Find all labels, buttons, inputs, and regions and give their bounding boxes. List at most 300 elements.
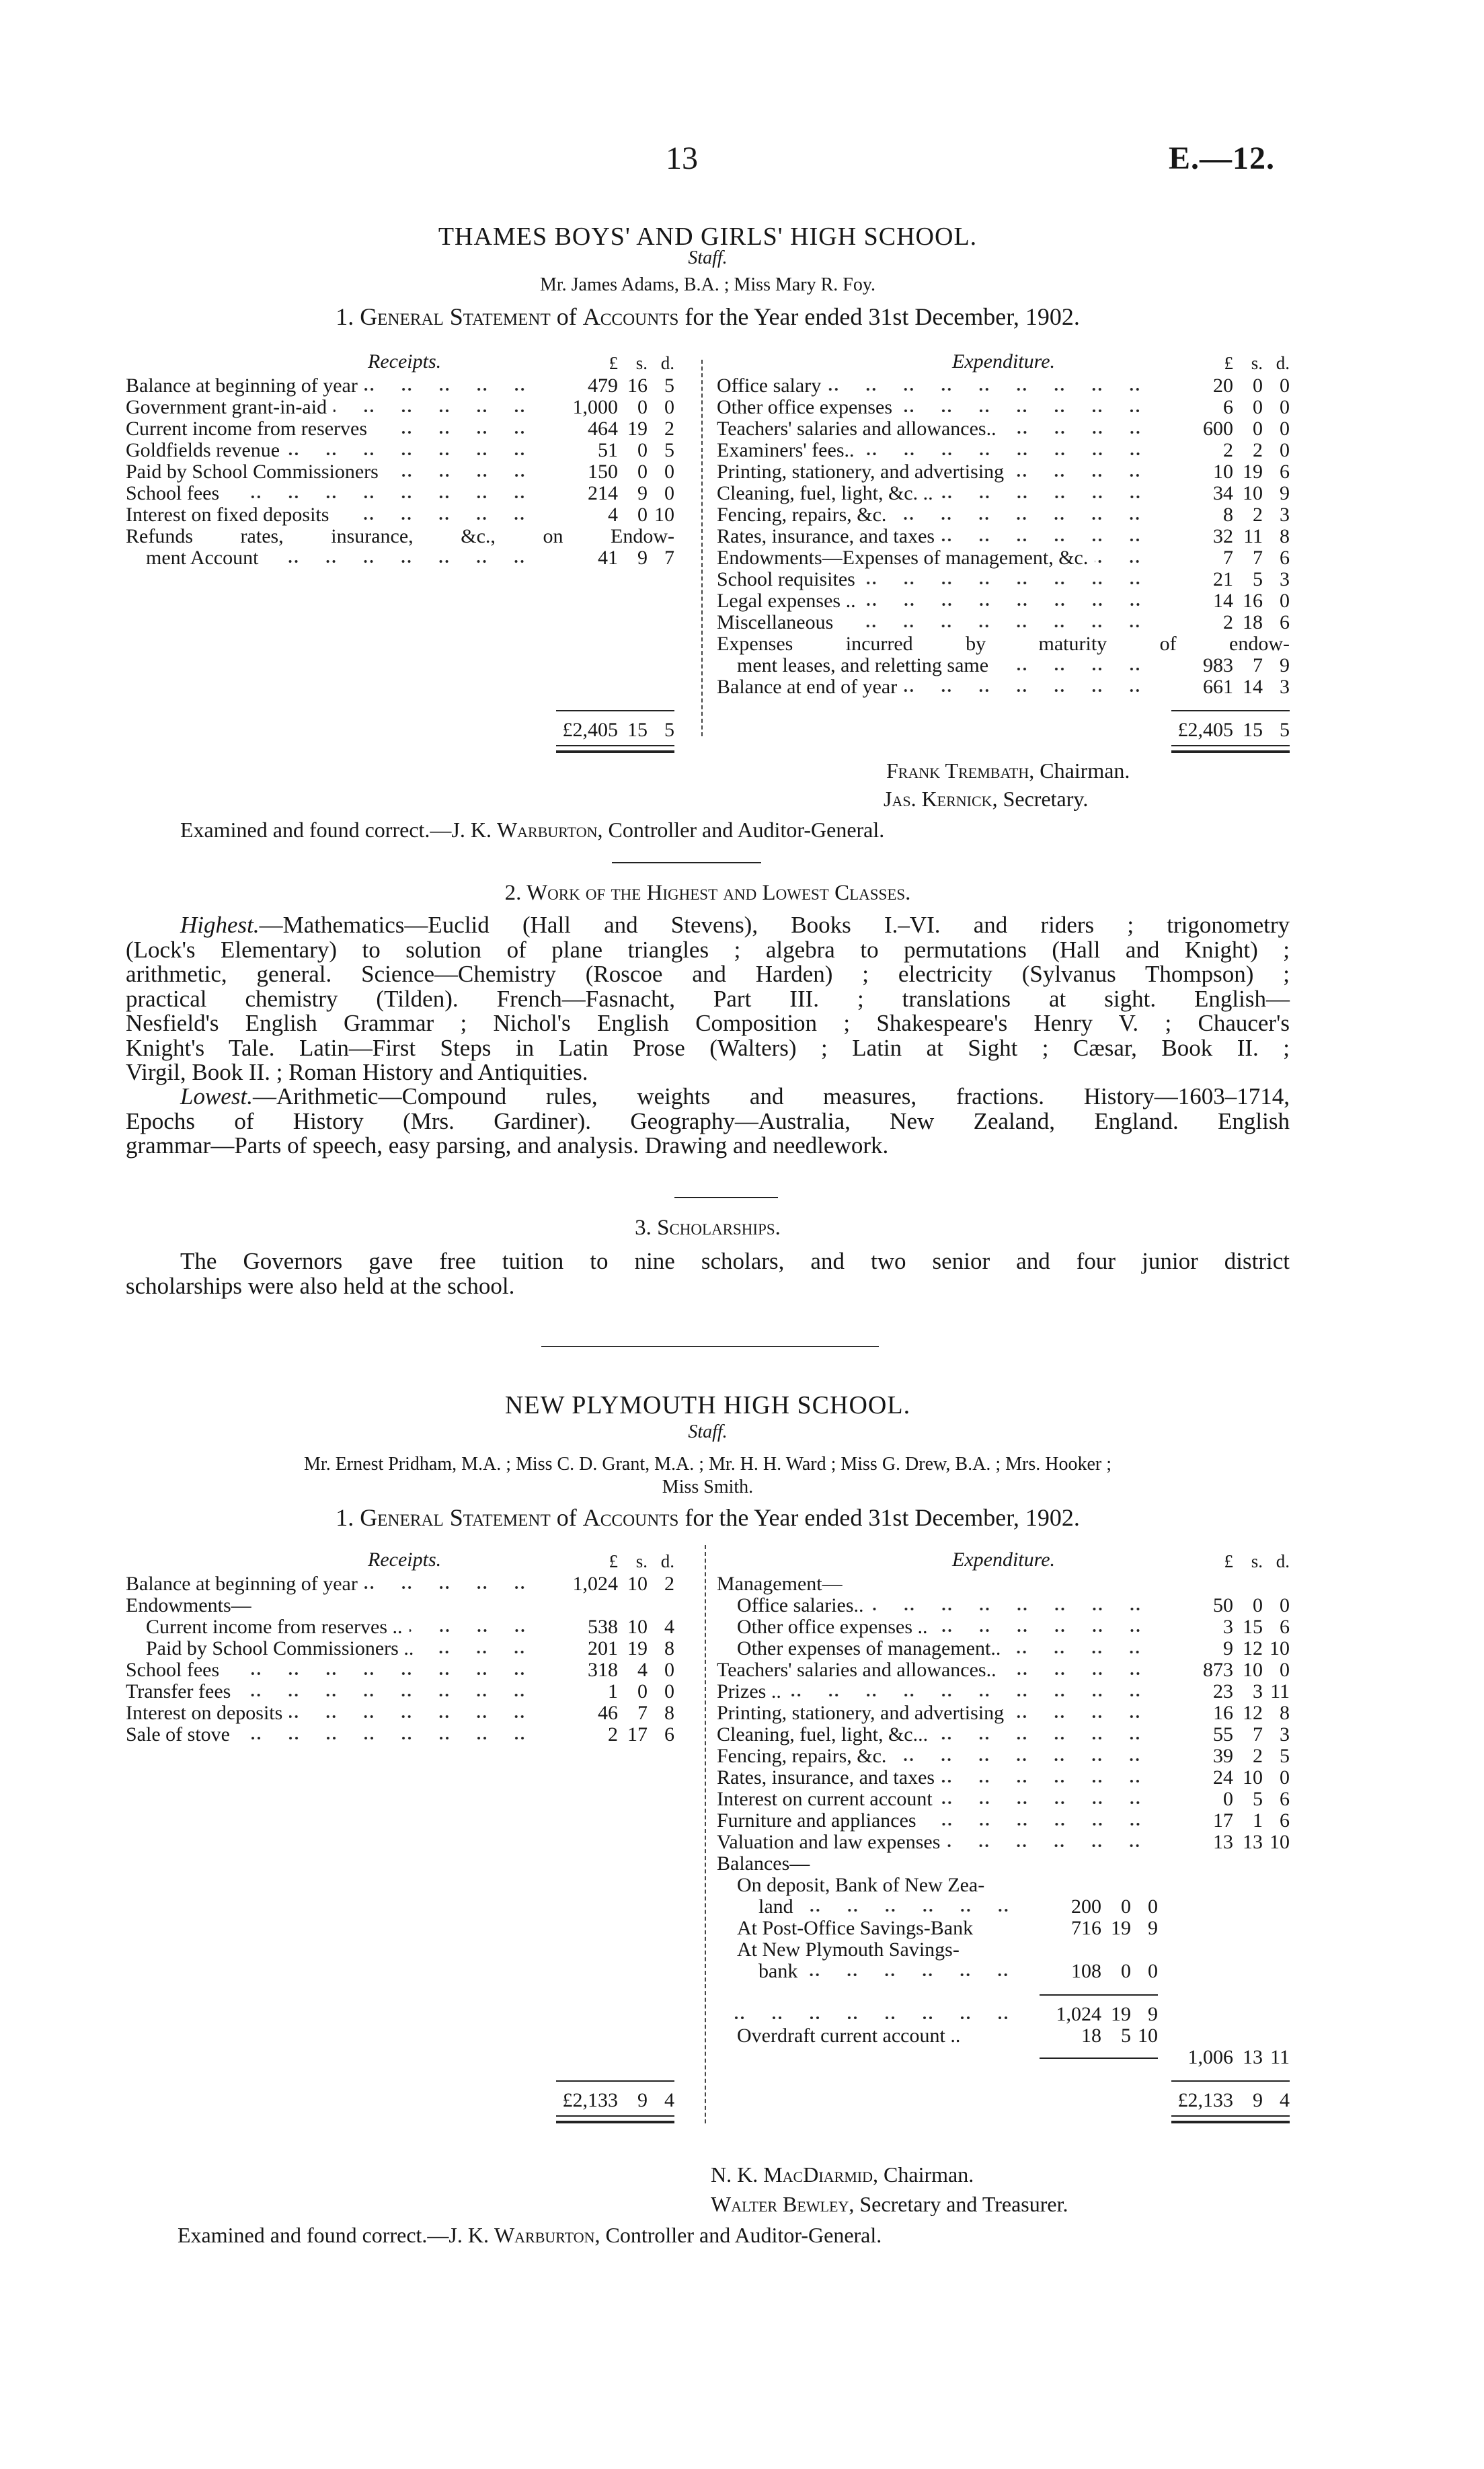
shillings-value: 16 xyxy=(1243,590,1263,612)
row-label: Furniture and appliances xyxy=(717,1809,916,1832)
paragraph-line xyxy=(126,987,1290,1012)
shillings-value: 5 xyxy=(1253,1788,1263,1810)
shillings-value: 15 xyxy=(627,719,648,741)
pounds-value: 0 xyxy=(1223,1788,1233,1810)
table-row xyxy=(126,375,674,397)
auditor-statement xyxy=(180,818,884,842)
paragraph-line xyxy=(126,1249,1290,1274)
dot-leader xyxy=(788,1692,1167,1698)
table-row xyxy=(717,1659,1290,1681)
statement-part: General Statement xyxy=(360,1504,551,1531)
section-heading-scholarships: 3. Scholarships. xyxy=(635,1216,781,1240)
pounds-value: 108 xyxy=(1071,1960,1101,1982)
paragraph-line xyxy=(126,1085,1290,1109)
table-row xyxy=(717,418,1290,440)
statement-number: 1. xyxy=(336,1504,360,1531)
shillings-value: 0 xyxy=(1253,418,1263,440)
double-rule xyxy=(556,2121,674,2123)
dot-leader xyxy=(861,451,1168,457)
table-row xyxy=(717,1746,1290,1767)
row-label: Teachers' salaries and allowances.. xyxy=(717,418,997,440)
amount-group xyxy=(1171,397,1290,418)
inner-amount-group xyxy=(1040,1918,1158,1939)
total-rule xyxy=(556,710,674,711)
table-row xyxy=(717,1875,1290,1896)
pence-value: 0 xyxy=(664,482,674,504)
amount-group xyxy=(1171,1659,1290,1681)
shillings-value: 12 xyxy=(1243,1702,1263,1724)
signature-chairman xyxy=(711,2162,974,2187)
table-row xyxy=(717,483,1290,504)
paragraph-line xyxy=(126,1060,1290,1085)
pence-value: 0 xyxy=(1280,1659,1290,1681)
row-label: Valuation and law expenses xyxy=(717,1831,941,1853)
column-header-group xyxy=(556,352,674,374)
table-row xyxy=(717,1961,1290,1982)
paragraph-text: —Arithmetic—Compound rules, weights and measures, fractions. History—1603–1714, xyxy=(252,1083,1290,1109)
pence-value: 6 xyxy=(1280,461,1290,483)
amount-group xyxy=(556,1616,674,1638)
pounds-value: 3 xyxy=(1223,1616,1233,1638)
amount-group xyxy=(556,418,674,440)
column-header-group xyxy=(1171,352,1290,374)
table-row xyxy=(717,526,1290,547)
pence-value: 9 xyxy=(1280,654,1290,676)
shillings-value: 0 xyxy=(1121,1895,1131,1918)
pence-value: 10 xyxy=(1270,1831,1290,1853)
pounds-value: 34 xyxy=(1213,482,1233,504)
pence-value: 2 xyxy=(664,1573,674,1595)
row-label: Other expenses of management.. xyxy=(737,1637,1001,1659)
shillings-value: 15 xyxy=(1243,1616,1263,1638)
shillings-value: 0 xyxy=(1253,1594,1263,1616)
amount-group xyxy=(1171,547,1290,569)
staff-heading: Staff. xyxy=(688,1421,728,1442)
amount-group xyxy=(1171,676,1290,698)
table-row xyxy=(717,655,1290,676)
chairman-name: N. K. MacDiarmid xyxy=(711,2162,873,2187)
dot-leader xyxy=(1011,1714,1167,1719)
pence-value: 0 xyxy=(1280,439,1290,461)
shillings-value: 13 xyxy=(1243,2046,1263,2068)
pence-value: 5 xyxy=(1280,719,1290,741)
examined-text: Examined and found correct.—J. K. xyxy=(178,2223,494,2247)
row-label: Expenses incurred by maturity of endow- xyxy=(717,633,1290,655)
paragraph-text: grammar—Parts of speech, easy parsing, and analysis. Drawing and needlework. xyxy=(126,1132,889,1159)
table-row xyxy=(717,569,1290,590)
pence-value: 5 xyxy=(1280,1745,1290,1767)
paragraph-text: The Governors gave free tuition to nine scholars, and two senior and four junior district xyxy=(180,1248,1290,1274)
double-rule xyxy=(556,745,674,746)
table-row xyxy=(126,1616,674,1638)
table-row xyxy=(126,504,674,526)
pence-value: 10 xyxy=(1270,1637,1290,1659)
amount-group xyxy=(1171,1724,1290,1746)
amount-group xyxy=(556,504,674,526)
pounds-value: 1,024 xyxy=(1056,2003,1101,2025)
dot-leader xyxy=(947,1843,1167,1848)
amount-group xyxy=(1171,1767,1290,1789)
pence-value: 5 xyxy=(664,375,674,397)
row-label: At New Plymouth Savings- xyxy=(737,1938,960,1961)
pence-value: 4 xyxy=(664,2089,674,2111)
school-divider xyxy=(541,1346,879,1347)
pence-value: 0 xyxy=(1148,1895,1158,1918)
paragraph-line xyxy=(126,1109,1290,1134)
pounds-value: 716 xyxy=(1071,1917,1101,1939)
paragraph-text: (Lock's Elementary) to solution of plane triangles ; algebra to permutations (Hall and Knight) ; xyxy=(126,936,1290,963)
amount-group xyxy=(556,1681,674,1702)
staff-list-continued: Miss Smith. xyxy=(662,1477,754,1497)
table-row xyxy=(717,2004,1290,2025)
secretary-name: Jas. Kernick xyxy=(884,787,992,811)
auditor-name: Warburton xyxy=(496,818,598,842)
scholarships-paragraph xyxy=(126,1249,1290,1298)
statement-part: of xyxy=(550,1504,583,1531)
pence-value: 3 xyxy=(1280,676,1290,698)
dot-leader xyxy=(420,1649,552,1655)
table-row xyxy=(717,1939,1290,1961)
amount-group xyxy=(556,1638,674,1659)
double-rule xyxy=(1171,745,1290,746)
pounds-value: 9 xyxy=(1223,1637,1233,1659)
shillings-value: 2 xyxy=(1253,439,1263,461)
table-row xyxy=(126,1659,674,1681)
row-label: Cleaning, fuel, light, &c. .. xyxy=(717,482,933,504)
auditor-statement xyxy=(178,2223,882,2248)
shillings-value: 9 xyxy=(637,2089,648,2111)
pounds-value: £2,405 xyxy=(1177,719,1233,741)
shillings-value: 7 xyxy=(1253,654,1263,676)
paragraph-line xyxy=(126,962,1290,987)
paragraph-text: arithmetic, general. Science—Chemistry (Roscoe and Harden) ; electricity (Sylvanus Thompson) ; xyxy=(126,961,1290,987)
row-label: Fencing, repairs, &c. xyxy=(717,1745,887,1767)
amount-group xyxy=(556,1724,674,1746)
row-label: Overdraft current account .. xyxy=(737,2025,961,2047)
row-label: Interest on current account xyxy=(717,1788,933,1810)
school-title-new-plymouth: NEW PLYMOUTH HIGH SCHOOL. xyxy=(504,1391,911,1419)
row-label: Interest on fixed deposits xyxy=(126,504,329,526)
shillings-value: 7 xyxy=(1253,547,1263,569)
auditor-role: , Controller and Auditor-General. xyxy=(594,2223,882,2247)
pence-value: 8 xyxy=(1280,525,1290,547)
row-label: Paid by School Commissioners .. xyxy=(146,1637,414,1659)
dot-leader xyxy=(939,1800,1167,1805)
row-label: Goldfields revenue xyxy=(126,439,280,461)
dot-leader xyxy=(923,1821,1167,1827)
dot-leader xyxy=(862,580,1167,586)
receipts-heading: Receipts. xyxy=(368,350,442,373)
shillings-value: 7 xyxy=(637,1702,648,1724)
auditor-role: , Controller and Auditor-General. xyxy=(597,818,885,842)
pounds-value: 2 xyxy=(1223,439,1233,461)
pounds-value: 1,024 xyxy=(572,1573,618,1595)
shillings-value: 12 xyxy=(1243,1637,1263,1659)
statement-part: Accounts xyxy=(582,303,679,330)
pence-value: d. xyxy=(660,1551,674,1571)
table-row xyxy=(717,1595,1290,1616)
pence-value: 8 xyxy=(664,1702,674,1724)
pounds-value: 13 xyxy=(1213,1831,1233,1853)
row-label: Refunds rates, insurance, &c., on Endow- xyxy=(126,525,674,547)
table-row xyxy=(717,590,1290,612)
secretary-name: Walter Bewley xyxy=(711,2192,849,2216)
total-rule xyxy=(1171,710,1290,711)
dot-leader xyxy=(237,1692,552,1698)
pounds-value: 10 xyxy=(1213,461,1233,483)
pounds-value: 479 xyxy=(588,375,618,397)
pence-value: 8 xyxy=(664,1637,674,1659)
inner-amount-group xyxy=(1040,2025,1158,2047)
table-row xyxy=(717,461,1290,483)
pence-value: d. xyxy=(660,353,674,373)
paragraph-text: practical chemistry (Tilden). French—Fasnacht, Part III. ; translations at sight. English— xyxy=(126,985,1290,1012)
row-label: land xyxy=(758,1895,793,1918)
table-row xyxy=(717,676,1290,698)
pounds-value: 51 xyxy=(598,439,618,461)
dot-leader xyxy=(1007,1649,1167,1655)
row-label: Printing, stationery, and advertising xyxy=(717,461,1005,483)
pence-value: 0 xyxy=(1280,375,1290,397)
pence-value: 9 xyxy=(1148,1917,1158,1939)
pence-value: 0 xyxy=(1280,1594,1290,1616)
dot-leader xyxy=(1003,430,1167,435)
shillings-value: 10 xyxy=(627,1616,648,1638)
statement-part: of xyxy=(550,303,583,330)
shillings-value: 0 xyxy=(637,504,648,526)
table-row xyxy=(717,1810,1290,1832)
expenditure-heading: Expenditure. xyxy=(952,1549,1056,1571)
row-label: Sale of stove xyxy=(126,1723,230,1746)
staff-heading: Staff. xyxy=(688,247,728,268)
pence-value: 5 xyxy=(664,719,674,741)
shillings-value: 10 xyxy=(1243,482,1263,504)
pence-value: 6 xyxy=(1280,1788,1290,1810)
pounds-value: 2 xyxy=(1223,611,1233,633)
dot-leader xyxy=(364,1585,552,1590)
pounds-value: £ xyxy=(1224,1551,1233,1571)
row-label: Current income from reserves .. xyxy=(146,1616,403,1638)
double-rule xyxy=(1171,2121,1290,2123)
pence-value: d. xyxy=(1276,1551,1290,1571)
shillings-value: 3 xyxy=(1253,1680,1263,1702)
pounds-value: £ xyxy=(1224,353,1233,373)
row-label: Balance at beginning of year xyxy=(126,375,358,397)
amount-group xyxy=(556,483,674,504)
amount-group xyxy=(556,375,674,397)
paragraph-line xyxy=(126,1274,1290,1299)
dot-leader xyxy=(409,1628,552,1633)
total-amount-group xyxy=(556,719,674,741)
row-label: Balance at end of year xyxy=(717,676,898,698)
dot-leader xyxy=(286,451,552,457)
total-amount-group xyxy=(556,2090,674,2111)
pence-value: 0 xyxy=(1280,590,1290,612)
amount-group xyxy=(1171,2047,1290,2068)
table-row xyxy=(717,504,1290,526)
pounds-value: 150 xyxy=(588,461,618,483)
pence-value: 5 xyxy=(664,439,674,461)
table-row xyxy=(717,633,1290,655)
row-label: Rates, insurance, and taxes xyxy=(717,525,935,547)
amount-group xyxy=(1171,418,1290,440)
pounds-value: 214 xyxy=(588,482,618,504)
shillings-value: 11 xyxy=(1243,525,1263,547)
total-row xyxy=(126,2090,674,2111)
staff-list: Mr. Ernest Pridham, M.A. ; Miss C. D. Grant, M.A. ; Mr. H. H. Ward ; Miss G. Drew, B.A. ; Mrs. Hooker ; xyxy=(304,1454,1111,1475)
row-label: Paid by School Commissioners xyxy=(126,461,379,483)
shillings-value: 18 xyxy=(1243,611,1263,633)
receipts-table xyxy=(126,1549,674,2145)
row-label: Endowments— xyxy=(126,1594,251,1616)
pence-value: 0 xyxy=(664,461,674,483)
table-row xyxy=(717,1724,1290,1746)
table-row xyxy=(717,1681,1290,1702)
column-headers xyxy=(126,1551,674,1572)
row-label: Miscellaneous xyxy=(717,611,834,633)
shillings-value: 0 xyxy=(1253,396,1263,418)
row-label: ment Account xyxy=(146,547,259,569)
signature-secretary xyxy=(711,2192,1068,2217)
page-number: 13 xyxy=(666,141,698,176)
pounds-value: 55 xyxy=(1213,1723,1233,1746)
table-row xyxy=(717,1982,1290,2004)
examined-text: Examined and found correct.—J. K. xyxy=(180,818,497,842)
document-reference: E.—12. xyxy=(1169,141,1276,176)
amount-group xyxy=(556,461,674,483)
pounds-value: £ xyxy=(609,353,618,373)
pounds-value: 21 xyxy=(1213,568,1233,590)
paragraph-text: —Mathematics—Euclid (Hall and Stevens), Books I.–VI. and riders ; trigonometry xyxy=(259,912,1290,938)
amount-group xyxy=(1171,612,1290,633)
shillings-value: s. xyxy=(1251,353,1263,373)
dot-leader xyxy=(800,1908,1036,1913)
shillings-value: 13 xyxy=(1243,1831,1263,1853)
dot-leader xyxy=(385,473,552,478)
row-label: Transfer fees xyxy=(126,1680,231,1702)
dot-leader xyxy=(893,516,1167,521)
pence-value: 3 xyxy=(1280,1723,1290,1746)
pounds-value: 23 xyxy=(1213,1680,1233,1702)
pounds-value: 1 xyxy=(608,1680,618,1702)
shillings-value: 17 xyxy=(627,1723,648,1746)
shillings-value: 0 xyxy=(1121,1960,1131,1982)
pounds-value: 200 xyxy=(1071,1895,1101,1918)
table-row xyxy=(126,1681,674,1702)
column-headers xyxy=(126,352,674,374)
dot-leader xyxy=(941,1778,1167,1784)
row-label: On deposit, Bank of New Zea- xyxy=(737,1874,985,1896)
pounds-value: 41 xyxy=(598,547,618,569)
total-rule xyxy=(1171,2080,1290,2082)
secretary-role: , Secretary and Treasurer. xyxy=(849,2192,1068,2216)
shillings-value: 9 xyxy=(1253,2089,1263,2111)
paragraph-text: Knight's Tale. Latin—First Steps in Latin Prose (Walters) ; Latin at Sight ; Cæsar, Book II. ; xyxy=(126,1034,1290,1061)
dot-leader xyxy=(1095,559,1167,564)
table-row xyxy=(126,418,674,440)
pounds-value: 661 xyxy=(1203,676,1233,698)
row-label: Balance at beginning of year xyxy=(126,1573,358,1595)
table-row xyxy=(717,375,1290,397)
amount-group xyxy=(556,1702,674,1724)
dot-leader xyxy=(1011,473,1167,478)
pounds-value: 14 xyxy=(1213,590,1233,612)
section-heading-work: 2. Work of the Highest and Lowest Classes. xyxy=(504,881,911,905)
subtotal-rule xyxy=(1040,1994,1158,1996)
dot-leader xyxy=(289,1714,552,1719)
amount-group xyxy=(1171,1702,1290,1724)
row-label: Printing, stationery, and advertising xyxy=(717,1702,1005,1724)
amount-group xyxy=(1171,655,1290,676)
dot-leader xyxy=(871,1606,1167,1612)
expenditure-heading: Expenditure. xyxy=(952,350,1056,373)
shillings-value: 10 xyxy=(1243,1659,1263,1681)
dot-leader xyxy=(893,1757,1167,1762)
table-row xyxy=(126,440,674,461)
pounds-value: £2,405 xyxy=(562,719,618,741)
paragraph-text: scholarships were also held at the school. xyxy=(126,1272,515,1299)
highest-class-paragraph xyxy=(126,913,1290,1085)
pounds-value: 8 xyxy=(1223,504,1233,526)
shillings-value: 14 xyxy=(1243,676,1263,698)
pounds-value: 1,006 xyxy=(1187,2046,1233,2068)
table-row xyxy=(126,1638,674,1659)
amount-group xyxy=(1171,1789,1290,1810)
column-headers xyxy=(717,352,1290,374)
amount-group xyxy=(1171,1746,1290,1767)
dot-leader xyxy=(226,1671,552,1676)
pounds-value: 18 xyxy=(1081,2025,1101,2047)
pounds-value: 318 xyxy=(588,1659,618,1681)
inner-amount-group xyxy=(1040,1961,1158,1982)
total-rule xyxy=(556,2080,674,2082)
pounds-value: 16 xyxy=(1213,1702,1233,1724)
pounds-value: 46 xyxy=(598,1702,618,1724)
amount-group xyxy=(1171,1638,1290,1659)
dot-leader xyxy=(995,666,1167,672)
table-row xyxy=(717,1616,1290,1638)
double-rule xyxy=(1171,750,1290,753)
total-row xyxy=(717,719,1290,741)
row-label: Management— xyxy=(717,1573,843,1595)
amount-group xyxy=(556,397,674,418)
table-row xyxy=(717,1702,1290,1724)
total-row xyxy=(717,2090,1290,2111)
dot-leader xyxy=(935,1735,1167,1741)
pence-value: 11 xyxy=(1270,1680,1290,1702)
pounds-value: 17 xyxy=(1213,1809,1233,1832)
row-label: Examiners' fees.. xyxy=(717,439,855,461)
amount-group xyxy=(1171,1810,1290,1832)
shillings-value: 19 xyxy=(1243,461,1263,483)
row-label: At Post-Office Savings-Bank xyxy=(737,1917,974,1939)
shillings-value: 19 xyxy=(627,1637,648,1659)
pence-value: 6 xyxy=(1280,1616,1290,1638)
amount-group xyxy=(1171,461,1290,483)
section-divider xyxy=(674,1197,778,1198)
dot-leader xyxy=(237,1735,552,1741)
pounds-value: 39 xyxy=(1213,1745,1233,1767)
table-row xyxy=(717,440,1290,461)
row-label: Office salary xyxy=(717,375,822,397)
pence-value: 7 xyxy=(664,547,674,569)
pence-value: 10 xyxy=(654,504,674,526)
table-row xyxy=(717,547,1290,569)
pounds-value: £2,133 xyxy=(1177,2089,1233,2111)
pounds-value: 2 xyxy=(608,1723,618,1746)
row-label: Office salaries.. xyxy=(737,1594,864,1616)
column-divider xyxy=(701,360,703,736)
